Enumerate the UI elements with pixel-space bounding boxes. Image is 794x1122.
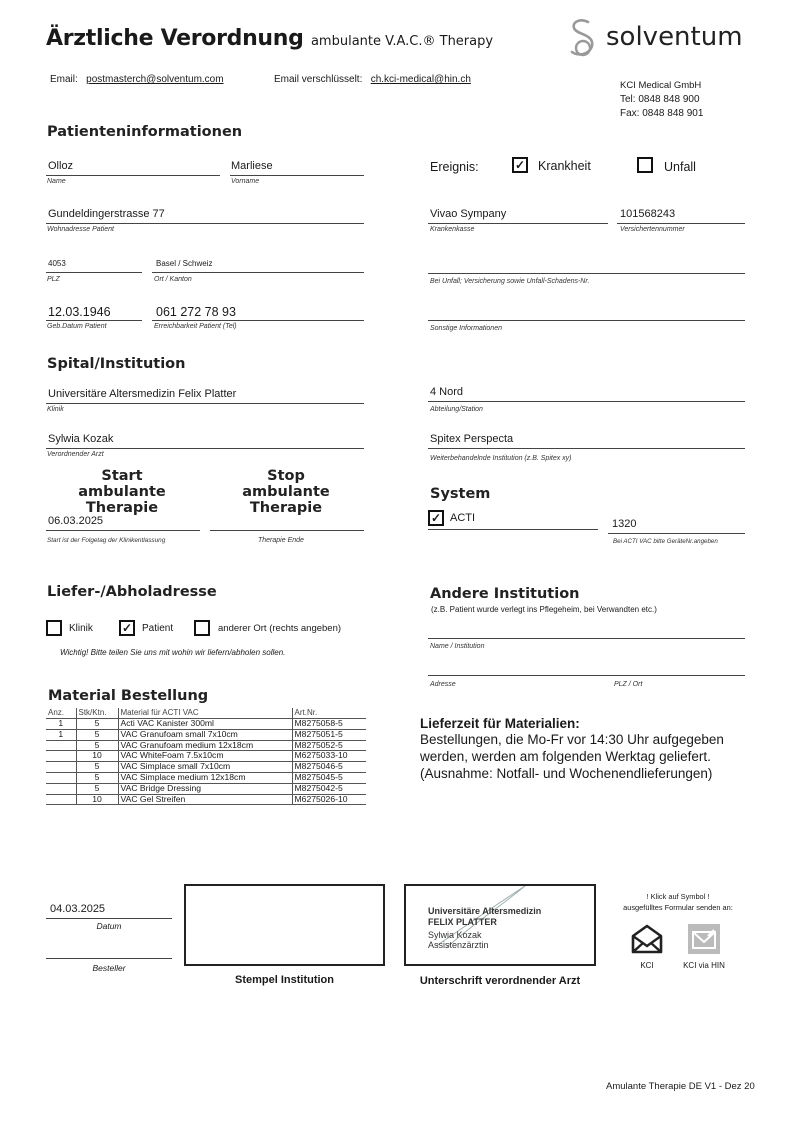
section-material: Material Bestellung [48, 688, 209, 704]
arzt-name[interactable]: Sylwia Kozak [48, 433, 114, 445]
material-stk: 5 [76, 762, 118, 773]
patient-vorname[interactable]: Marliese [231, 160, 273, 172]
click-line1: ! Klick auf Symbol ! [646, 892, 710, 901]
abteilung-label: Abteilung/Station [430, 406, 483, 413]
delivery-anderer-label: anderer Ort [218, 623, 267, 634]
material-row [46, 783, 366, 794]
page-title [46, 26, 493, 51]
delivery-klinik-checkbox[interactable] [46, 620, 62, 636]
hin-envelope-icon [688, 924, 720, 954]
send-kci-button[interactable] [630, 922, 664, 956]
krankenkasse-label: Krankenkasse [430, 226, 475, 233]
besteller-label: Besteller [92, 963, 126, 973]
email-link[interactable]: postmasterch@solventum.com [86, 74, 224, 85]
stempel-label: Stempel Institution [235, 974, 334, 986]
material-name: VAC Gel Streifen [118, 794, 292, 805]
section-delivery: Liefer-/Abholadresse [47, 584, 217, 600]
other-institution-hint: (z.B. Patient wurde verlegt ins Pflegeheim, bei Verwandten etc.) [431, 605, 657, 614]
geraet-nummer[interactable]: 1320 [612, 518, 637, 530]
klinik-name[interactable]: Universitäre Altersmedizin Felix Platter [48, 388, 237, 400]
material-name: VAC WhiteFoam 7.5x10cm [118, 751, 292, 762]
email-encrypted-label: Email verschlüsselt: [274, 74, 363, 85]
material-artnr: M6275033-10 [292, 751, 366, 762]
material-artnr: M8275052-5 [292, 740, 366, 751]
signature-scribble-icon [406, 886, 598, 968]
stop-date-label: Therapie Ende [258, 537, 304, 544]
title-subtitle: ambulante V.A.C.® Therapy [310, 34, 494, 49]
stamp-line1: Universitäre Altersmedizin [428, 906, 542, 916]
material-stk: 5 [76, 740, 118, 751]
stop-title [210, 468, 362, 516]
material-name: VAC Granufoam small 7x10cm [118, 729, 292, 740]
form-version: Amulante Therapie DE V1 - Dez 20 [606, 1081, 755, 1092]
material-artnr: M8275058-5 [292, 719, 366, 730]
patient-address-label: Wohnadresse Patient [47, 226, 114, 233]
lieferzeit-title: Lieferzeit für Materialien: [420, 716, 580, 731]
unterschrift-label: Unterschrift verordnender Arzt [419, 975, 581, 987]
stempel-box[interactable] [184, 884, 385, 966]
other-institution-name-label: Name / Institution [430, 643, 485, 650]
acti-label: ACTI [450, 512, 476, 524]
section-institution: Spital/Institution [47, 356, 186, 372]
patient-name-label: Name [47, 178, 66, 185]
material-anz[interactable] [46, 794, 76, 805]
material-stk: 5 [76, 719, 118, 730]
versichertennummer-label: Versichertennummer [620, 226, 685, 233]
versichertennummer[interactable]: 101568243 [620, 208, 676, 220]
click-line2: ausgefülltes Formular senden an: [623, 903, 733, 912]
patient-dob-label: Geb.Datum Patient [47, 323, 107, 330]
email-label: Email: [50, 74, 78, 85]
material-artnr: M6275026-10 [292, 794, 366, 805]
material-artnr: M8275046-5 [292, 762, 366, 773]
material-artnr: M8275051-5 [292, 729, 366, 740]
material-row [46, 729, 366, 740]
envelope-icon [630, 922, 664, 956]
patient-vorname-label: Vorname [231, 178, 260, 185]
datum-label: Datum [96, 921, 122, 931]
delivery-anderer [218, 623, 341, 634]
other-institution-adresse-label: Adresse [430, 681, 456, 688]
krankheit-checkbox[interactable]: ✓ [512, 157, 528, 173]
material-name: VAC Simplace small 7x10cm [118, 762, 292, 773]
material-anz[interactable] [46, 783, 76, 794]
material-name: VAC Simplace medium 12x18cm [118, 772, 292, 783]
material-row [46, 762, 366, 773]
material-header-row [46, 708, 366, 719]
title-main: Ärztliche Verordnung [46, 26, 304, 51]
krankenkasse[interactable]: Vivao Sympany [430, 208, 507, 220]
patient-phone-label: Erreichbarkeit Patient (Tel) [154, 323, 237, 330]
brand-name: solventum [606, 22, 743, 52]
company-tel: Tel: 0848 848 900 [620, 94, 700, 105]
solventum-s-icon [566, 16, 602, 60]
unfall-info-label: Bei Unfall; Versicherung sowie Unfall-Schadens-Nr. [430, 278, 590, 285]
material-row [46, 772, 366, 783]
email-row [50, 74, 224, 85]
material-row [46, 751, 366, 762]
send-kci-hin-button[interactable] [688, 924, 720, 954]
material-header-material: Material für ACTI VAC [118, 708, 292, 719]
delivery-anderer-checkbox[interactable] [194, 620, 210, 636]
delivery-patient-checkbox[interactable]: ✓ [119, 620, 135, 636]
sonstige-label: Sonstige Informationen [430, 325, 502, 332]
weiterbehandelnde-institution[interactable]: Spitex Perspecta [430, 433, 514, 445]
lieferzeit-line3: (Ausnahme: Notfall- und Wochenendlieferungen) [420, 766, 713, 781]
geraet-label: Bei ACTI VAC bitte GeräteNr.angeben [613, 538, 718, 545]
material-header-artnr: Art.Nr. [292, 708, 366, 719]
stamp-line2: FELIX PLATTER [428, 917, 497, 927]
other-institution-plz-label: PLZ / Ort [614, 681, 643, 688]
material-stk: 10 [76, 751, 118, 762]
material-row [46, 719, 366, 730]
delivery-patient-label: Patient [142, 623, 174, 634]
start-title-line2: ambulante Therapie [78, 484, 166, 516]
unfall-label: Unfall [664, 160, 696, 174]
material-stk: 5 [76, 729, 118, 740]
abteilung[interactable]: 4 Nord [430, 386, 464, 398]
stamp-line3: Sylwia Kozak [428, 930, 482, 940]
material-header-anz: Anz. [46, 708, 76, 719]
material-anz[interactable] [46, 762, 76, 773]
acti-checkbox[interactable]: ✓ [428, 510, 444, 526]
section-other-institution: Andere Institution [430, 586, 580, 602]
start-title [46, 468, 198, 516]
material-table [46, 708, 366, 805]
stamp-line4: Assistenzärztin [428, 940, 489, 950]
section-patient: Patienteninformationen [47, 124, 243, 140]
start-date-label: Start ist der Folgetag der Klinikentlassung [47, 537, 166, 544]
weiterbehandelnde-label: Weiterbehandelnde Institution (z.B. Spitex xy) [430, 455, 572, 462]
stop-title-line2: ambulante Therapie [242, 484, 330, 516]
company-name: KCI Medical GmbH [620, 80, 702, 91]
kci-hin-label: KCI via HIN [683, 961, 725, 970]
delivery-anderer-hint: (rechts angeben) [269, 623, 342, 634]
krankheit-label: Krankheit [538, 159, 591, 173]
material-artnr: M8275045-5 [292, 772, 366, 783]
patient-ort[interactable]: Basel / Schweiz [156, 259, 213, 268]
lieferzeit-line1: Bestellungen, die Mo-Fr vor 14:30 Uhr aufgegeben [420, 732, 724, 747]
material-row [46, 794, 366, 805]
patient-plz[interactable]: 4053 [48, 259, 66, 268]
material-stk: 5 [76, 783, 118, 794]
patient-address[interactable]: Gundeldingerstrasse 77 [48, 208, 165, 220]
material-anz[interactable] [46, 751, 76, 762]
patient-dob[interactable]: 12.03.1946 [48, 305, 111, 319]
material-anz[interactable]: 1 [46, 729, 76, 740]
patient-name[interactable]: Olloz [48, 160, 74, 172]
material-stk: 10 [76, 794, 118, 805]
material-name: Acti VAC Kanister 300ml [118, 719, 292, 730]
solventum-logo [566, 16, 743, 60]
besteller-datum[interactable]: 04.03.2025 [50, 903, 106, 915]
material-name: VAC Granufoam medium 12x18cm [118, 740, 292, 751]
email-encrypted-row [274, 74, 471, 85]
delivery-note: Wichtig! Bitte teilen Sie uns mit wohin wir liefern/abholen sollen. [60, 648, 286, 657]
material-header-stk: Stk/Ktn. [76, 708, 118, 719]
unterschrift-box[interactable] [404, 884, 596, 966]
kci-label: KCI [640, 961, 654, 970]
unfall-checkbox[interactable] [637, 157, 653, 173]
stop-title-line1: Stop [267, 468, 305, 484]
patient-phone[interactable]: 061 272 78 93 [156, 305, 236, 319]
patient-plz-label: PLZ [47, 276, 60, 283]
material-stk: 5 [76, 772, 118, 783]
material-name: VAC Bridge Dressing [118, 783, 292, 794]
patient-ort-label: Ort / Kanton [154, 276, 192, 283]
material-anz[interactable]: 1 [46, 719, 76, 730]
material-artnr: M8275042-5 [292, 783, 366, 794]
material-anz[interactable] [46, 740, 76, 751]
klinik-label: Klinik [47, 406, 64, 413]
start-title-line1: Start [101, 468, 143, 484]
section-system: System [430, 486, 491, 502]
lieferzeit-line2: werden, werden am folgenden Werktag geliefert. [420, 749, 711, 764]
material-row [46, 740, 366, 751]
event-label: Ereignis: [430, 160, 479, 174]
delivery-klinik-label: Klinik [69, 623, 93, 634]
email-encrypted-link[interactable]: ch.kci-medical@hin.ch [370, 74, 471, 85]
arzt-label: Verordnender Arzt [47, 451, 104, 458]
company-fax: Fax: 0848 848 901 [620, 108, 704, 119]
material-anz[interactable] [46, 772, 76, 783]
start-date[interactable]: 06.03.2025 [48, 515, 104, 527]
